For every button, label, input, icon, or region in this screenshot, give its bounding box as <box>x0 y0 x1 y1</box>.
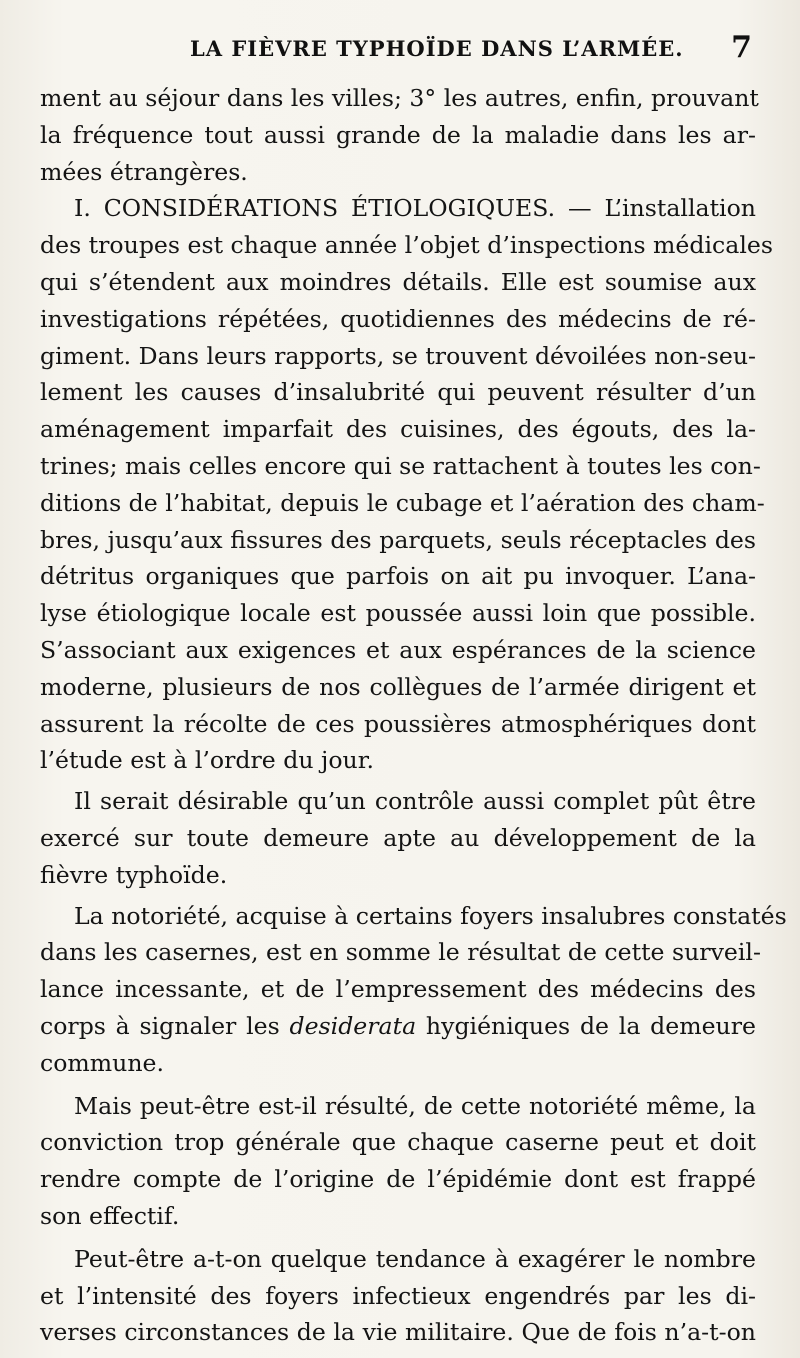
text-line: Mais peut-être est-il résulté, de cette notoriété même, la <box>74 1091 756 1120</box>
text-line: conviction trop générale que chaque caserne peut et doit <box>40 1128 756 1157</box>
text-line: La notoriété, acquise à certains foyers insalubres constatés <box>74 901 787 930</box>
paragraph-notoriete <box>40 898 787 1082</box>
paragraph-conviction <box>40 1088 756 1235</box>
paragraph-continuation <box>40 80 759 190</box>
text-line: investigations répétées, quotidiennes des médecins de ré- <box>40 304 756 333</box>
text-line: trines; mais celles encore qui se rattachent à toutes les con- <box>40 451 761 480</box>
text-line: commune. <box>40 1048 165 1077</box>
text-line: verses circonstances de la vie militaire. Que de fois n’a-t-on <box>40 1318 756 1347</box>
text-line: des troupes est chaque année l’objet d’inspections médicales <box>40 231 773 260</box>
text-line: ditions de l’habitat, depuis le cubage et l’aération des cham- <box>40 488 765 517</box>
text-line: mées étrangères. <box>40 157 248 186</box>
text-line: fièvre typhoïde. <box>40 860 228 889</box>
body-text <box>40 80 787 1351</box>
text-line: son effectif. <box>40 1201 180 1230</box>
section-heading-line: I. CONSIDÉRATIONS ÉTIOLOGIQUES. — L’installation <box>74 194 756 223</box>
paragraph-considerations-etiologiques <box>40 190 773 779</box>
text-line: exercé sur toute demeure apte au développement de la <box>40 823 756 852</box>
text-segment: hygiéniques de la demeure <box>416 1011 756 1040</box>
text-line: lyse étiologique locale est poussée aussi loin que possible. <box>40 599 756 628</box>
running-title: LA FIÈVRE TYPHOÏDE DANS L’ARMÉE. <box>190 36 684 61</box>
page-number: 7 <box>731 30 752 65</box>
text-line: rendre compte de l’origine de l’épidémie dont est frappé <box>40 1165 756 1194</box>
text-line: assurent la récolte de ces poussières atmosphériques dont <box>40 709 756 738</box>
text-line: qui s’étendent aux moindres détails. Elle est soumise aux <box>40 267 756 296</box>
text-line: et l’intensité des foyers infectieux engendrés par les di- <box>40 1281 756 1310</box>
text-line: la fréquence tout aussi grande de la maladie dans les ar- <box>40 120 756 149</box>
text-line: Il serait désirable qu’un contrôle aussi complet pût être <box>74 787 756 816</box>
text-line: dans les casernes, est en somme le résultat de cette surveil- <box>40 938 761 967</box>
text-line: lance incessante, et de l’empressement des médecins des <box>40 975 756 1004</box>
page-header <box>40 30 760 66</box>
paragraph-controle <box>40 783 756 893</box>
text-line: moderne, plusieurs de nos collègues de l’armée dirigent et <box>40 672 756 701</box>
text-line: ment au séjour dans les villes; 3° les autres, enfin, prouvant <box>40 84 759 112</box>
text-segment: corps à signaler les <box>40 1011 290 1040</box>
italic-term: desiderata <box>289 1011 417 1040</box>
text-line: l’étude est à l’ordre du jour. <box>40 746 374 775</box>
text-line-with-italic <box>40 1008 756 1045</box>
text-line: détritus organiques que parfois on ait pu invoquer. L’ana- <box>40 562 756 591</box>
text-line: giment. Dans leurs rapports, se trouvent dévoilées non-seu- <box>40 341 756 370</box>
text-line: Peut-être a-t-on quelque tendance à exagérer le nombre <box>74 1244 756 1273</box>
text-line: aménagement imparfait des cuisines, des égouts, des la- <box>40 415 756 444</box>
text-line: bres, jusqu’aux fissures des parquets, seuls réceptacles des <box>40 525 756 554</box>
text-line: lement les causes d’insalubrité qui peuvent résulter d’un <box>40 378 756 407</box>
paragraph-tendance <box>40 1241 756 1351</box>
text-line: S’associant aux exigences et aux espérances de la science <box>40 635 756 664</box>
